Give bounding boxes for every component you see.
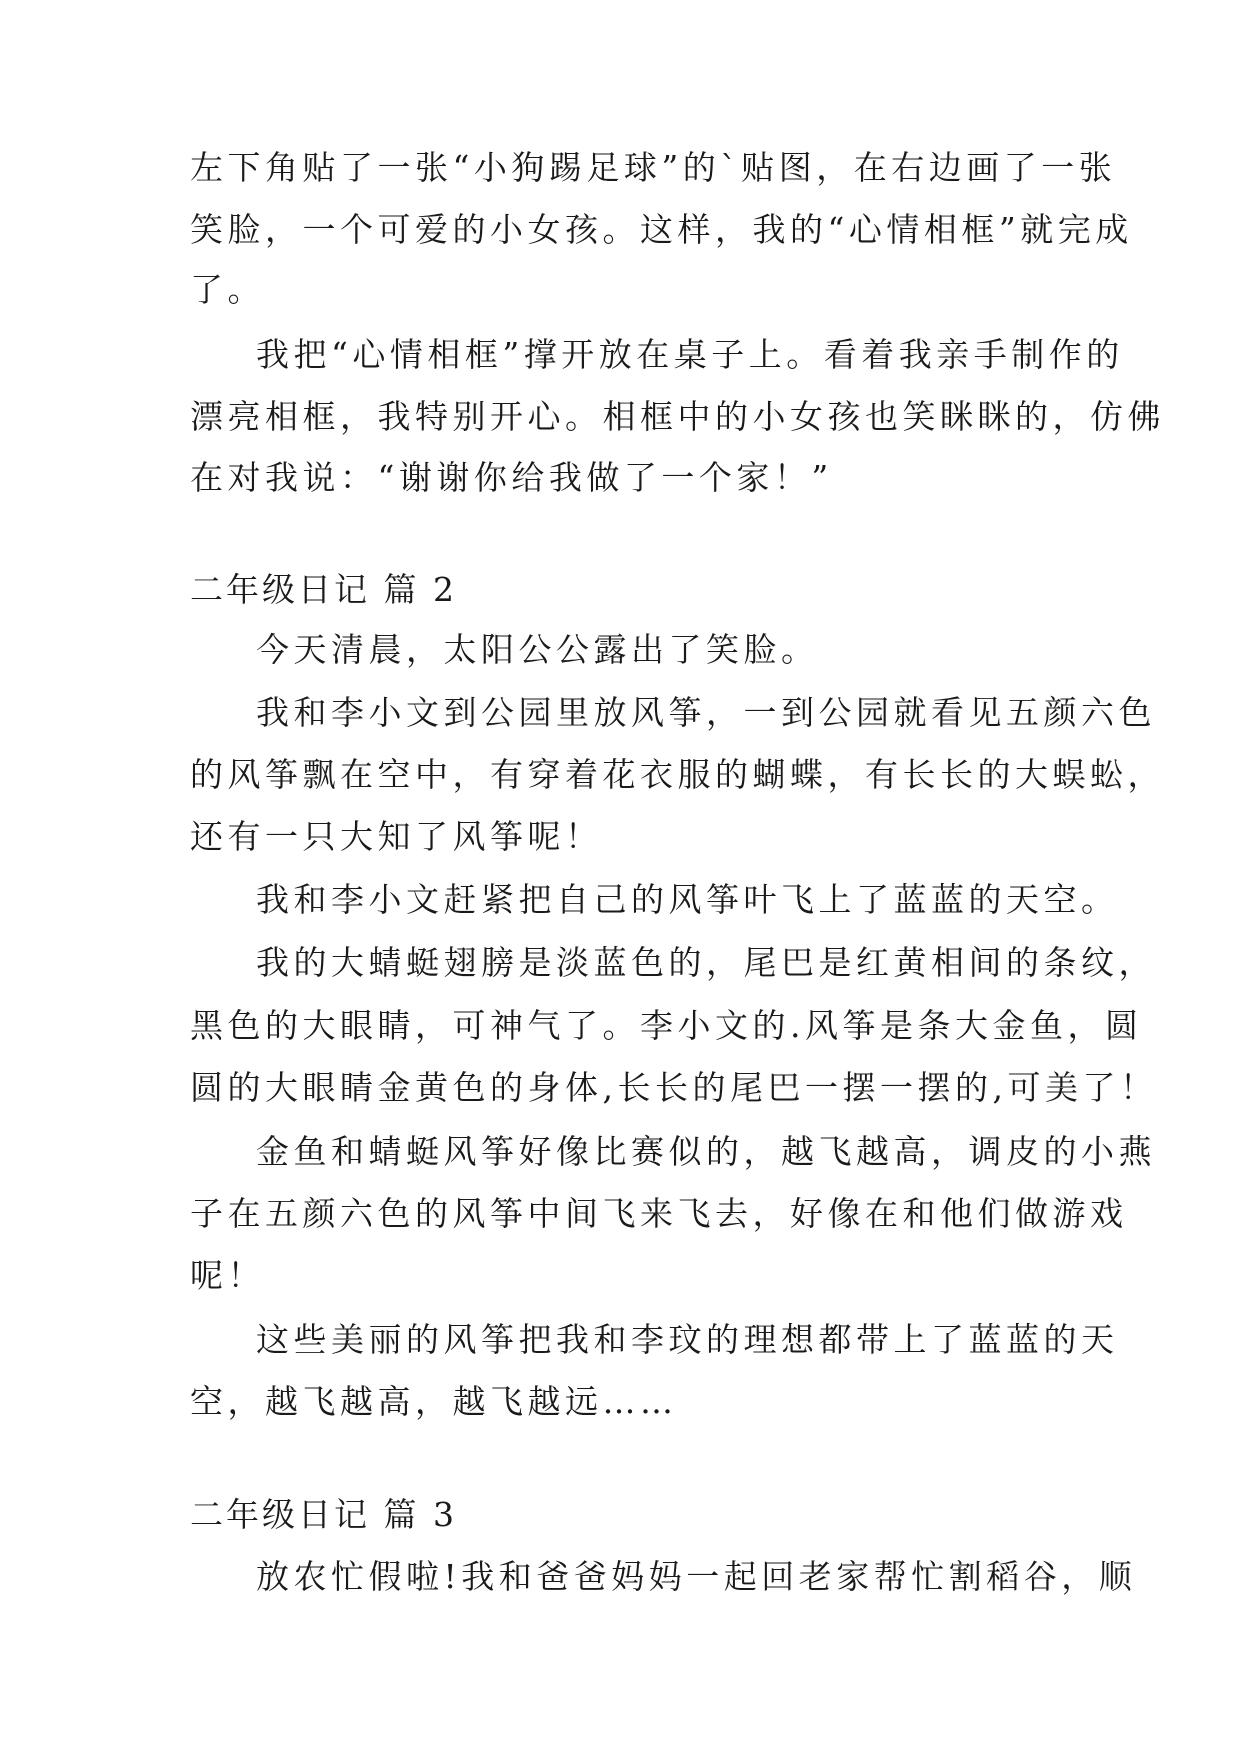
paragraph-line: 漂亮相框，我特别开心。相框中的小女孩也笑眯眯的，仿佛 xyxy=(190,397,1165,436)
paragraph-line: 在对我说：“谢谢你给我做了一个家！” xyxy=(190,458,833,497)
paragraph-line: 了。 xyxy=(190,270,265,309)
paragraph-line: 左下角贴了一张“小狗踢足球”的`贴图，在右边画了一张 xyxy=(190,148,1117,187)
paragraph-line: 圆的大眼睛金黄色的身体,长长的尾巴一摆一摆的,可美了！ xyxy=(190,1068,1158,1107)
paragraph-line: 我的大蜻蜓翅膀是淡蓝色的，尾巴是红黄相间的条纹， xyxy=(256,943,1156,982)
paragraph-line: 空，越飞越高，越飞越远…… xyxy=(190,1382,678,1421)
paragraph-line: 今天清晨，太阳公公露出了笑脸。 xyxy=(256,630,819,669)
paragraph-line: 放农忙假啦!我和爸爸妈妈一起回老家帮忙割稻谷，顺 xyxy=(256,1557,1137,1596)
section-heading: 二年级日记 篇 3 xyxy=(190,1495,457,1534)
paragraph-line: 我和李小文赶紧把自己的风筝叶飞上了蓝蓝的天空。 xyxy=(256,880,1119,919)
paragraph-line: 我把“心情相框”撑开放在桌子上。看着我亲手制作的 xyxy=(256,335,1124,374)
paragraph-line: 这些美丽的风筝把我和李玟的理想都带上了蓝蓝的天 xyxy=(256,1320,1119,1359)
paragraph-line: 笑脸，一个可爱的小女孩。这样，我的“心情相框”就完成 xyxy=(190,210,1133,249)
paragraph-line: 金鱼和蜻蜓风筝好像比赛似的，越飞越高，调皮的小燕 xyxy=(256,1132,1156,1171)
paragraph-line: 还有一只大知了风筝呢！ xyxy=(190,817,603,856)
section-heading: 二年级日记 篇 2 xyxy=(190,570,457,609)
paragraph-line: 我和李小文到公园里放风筝，一到公园就看见五颜六色 xyxy=(256,693,1156,732)
paragraph-line: 子在五颜六色的风筝中间飞来飞去，好像在和他们做游戏 xyxy=(190,1194,1128,1233)
paragraph-line: 的风筝飘在空中，有穿着花衣服的蝴蝶，有长长的大蜈蚣， xyxy=(190,755,1165,794)
paragraph-line: 呢！ xyxy=(190,1256,265,1295)
paragraph-line: 黑色的大眼睛，可神气了。李小文的.风筝是条大金鱼，圆 xyxy=(190,1006,1143,1045)
